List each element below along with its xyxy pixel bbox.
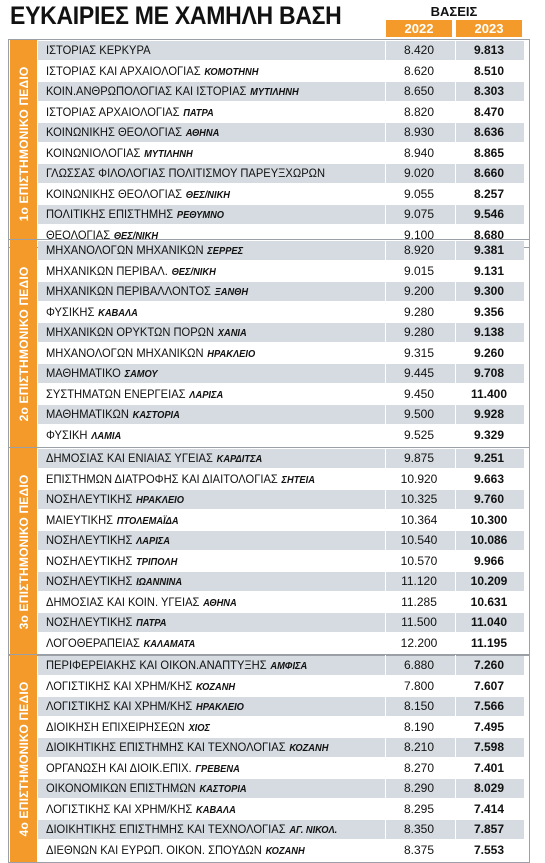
score-2023: 8.303 (473, 84, 505, 98)
department-city: ΚΟΖΑΝΗ (289, 743, 329, 754)
department-name (46, 305, 138, 319)
department-title: ΝΟΣΗΛΕΥΤΙΚΗΣ (46, 533, 133, 547)
score-2023: 7.566 (473, 699, 505, 713)
table-row (38, 759, 524, 778)
department-title: ΣΥΣΤΗΜΑΤΩΝ ΕΝΕΡΓΕΙΑΣ (46, 386, 186, 401)
department-city: ΠΑΤΡΑ (136, 618, 167, 629)
score-2022: 12.200 (400, 635, 438, 650)
score-2023: 9.131 (473, 263, 505, 278)
department-city: ΘΕΣ/ΝΙΚΗ (113, 230, 159, 242)
score-2022: 11.120 (401, 574, 437, 588)
score-2022: 9.075 (403, 207, 435, 221)
department-city: ΛΑΡΙΣΑ (189, 389, 224, 401)
department-name (46, 595, 237, 609)
department-title: ΜΑΘΗΜΑΤΙΚΟ (46, 366, 121, 380)
department-name (46, 822, 337, 836)
table-row (38, 344, 524, 363)
department-title: ΚΟΙΝΩΝΙΚΗΣ ΘΕΟΛΟΓΙΑΣ (46, 125, 183, 139)
score-2022: 9.315 (403, 345, 435, 360)
table-row (38, 41, 524, 60)
table-row (38, 593, 524, 612)
department-city: ΞΑΝΘΗ (214, 287, 249, 298)
table-row (38, 718, 524, 737)
department-title: ΙΣΤΟΡΙΑΣ ΚΕΡΚΥΡΑ (46, 43, 151, 57)
score-2023: 10.631 (470, 594, 508, 609)
score-2023: 9.708 (473, 366, 505, 380)
department-city: ΗΡΑΚΛΕΙΟ (207, 348, 256, 360)
department-title: ΜΗΧΑΝΟΛΟΓΩΝ ΜΗΧΑΝΙΚΩΝ (46, 345, 204, 360)
department-title: ΜΗΧΑΝΙΚΩΝ ΠΕΡΙΒΑΛ. (46, 263, 168, 278)
department-city: ΑΘΗΝΑ (203, 597, 237, 609)
score-2023: 10.086 (470, 533, 508, 547)
department-name (46, 658, 307, 672)
table-row (38, 364, 524, 383)
section-label-bar (10, 655, 37, 862)
department-title: ΔΙΕΘΝΩΝ ΚΑΙ ΕΥΡΩΠ. ΟΙΚΟΝ. ΣΠΟΥΔΩΝ (46, 842, 262, 857)
score-2022: 10.920 (400, 471, 438, 486)
department-name (46, 84, 299, 98)
score-2023: 8.680 (473, 227, 505, 242)
score-2023: 9.928 (473, 407, 505, 421)
score-2023: 11.195 (470, 635, 508, 650)
department-city: ΣΗΤΕΙΑ (281, 474, 315, 486)
score-2022: 9.525 (403, 427, 435, 442)
department-city: ΣΕΡΡΕΣ (207, 246, 244, 257)
column-divider (385, 40, 386, 247)
column-divider (455, 240, 456, 447)
year-2022-header: 2022 (386, 20, 452, 37)
department-title: ΛΟΓΙΣΤΙΚΗΣ ΚΑΙ ΧΡΗΜ/ΚΗΣ (46, 699, 193, 713)
score-2022: 10.325 (400, 492, 438, 506)
column-divider (385, 240, 386, 447)
department-name (46, 207, 224, 221)
score-2022: 9.020 (403, 166, 435, 180)
department-name (46, 513, 179, 527)
department-name (46, 407, 180, 421)
table-row (38, 241, 524, 260)
table-row (38, 677, 524, 696)
department-title: ΠΕΡΙΦΕΡΕΙΑΚΗΣ ΚΑΙ ΟΙΚΟΝ.ΑΝΑΠΤΥΞΗΣ (46, 658, 267, 672)
section-label: 3ο ΕΠΙΣΤΗΜΟΝΙΚΟ ΠΕΔΙΟ (16, 474, 31, 629)
score-2022: 8.920 (403, 243, 435, 257)
table-row (38, 282, 524, 301)
department-name (46, 366, 158, 380)
department-title: ΜΗΧΑΝΙΚΩΝ ΠΕΡΙΒΑΛΛΟΝΤΟΣ (46, 284, 211, 298)
department-title: ΝΟΣΗΛΕΥΤΙΚΗΣ (46, 492, 133, 506)
department-city: ΚΑΒΑΛΑ (98, 307, 138, 319)
department-name (46, 740, 328, 754)
department-name (46, 43, 151, 57)
table-row (38, 164, 524, 183)
department-name (46, 325, 247, 339)
score-2023: 9.260 (473, 345, 505, 360)
department-title: ΔΙΟΙΚΗΣΗ ΕΠΙΧΕΙΡΗΣΕΩΝ (46, 719, 185, 734)
score-2022: 9.500 (403, 407, 435, 421)
department-title: ΟΡΓΑΝΩΣΗ ΚΑΙ ΔΙΟΙΚ.ΕΠΙΧ. (46, 760, 192, 775)
department-name (46, 761, 240, 775)
columns-title: ΒΑΣΕΙΣ (430, 4, 478, 19)
department-city: ΗΡΑΚΛΕΙΟ (136, 495, 184, 506)
department-title: ΘΕΟΛΟΓΙΑΣ (46, 227, 111, 242)
table-row (38, 572, 524, 591)
table-row (38, 490, 524, 509)
table-row (38, 634, 524, 653)
department-name (46, 699, 244, 713)
department-title: ΓΛΩΣΣΑΣ ΦΙΛΟΛΟΓΙΑΣ ΠΟΛΙΤΙΣΜΟΥ ΠΑΡΕΥΞΧΩΡΩΝ (46, 166, 326, 180)
score-2023: 7.553 (473, 842, 505, 857)
department-city: ΑΜΦΙΣΑ (270, 661, 308, 672)
table-row (38, 531, 524, 550)
table-row (38, 697, 524, 716)
score-2023: 7.401 (473, 760, 505, 775)
table-row (38, 800, 524, 819)
department-title: ΔΗΜΟΣΙΑΣ ΚΑΙ ΚΟΙΝ. ΥΓΕΙΑΣ (46, 594, 200, 609)
department-name (46, 428, 121, 442)
department-name (46, 346, 255, 360)
department-city: ΚΑΣΤΟΡΙΑ (132, 410, 180, 421)
score-2022: 8.650 (403, 84, 435, 98)
department-name (46, 533, 170, 547)
score-2023: 9.663 (473, 471, 505, 486)
score-2022: 10.570 (400, 553, 438, 568)
department-city: ΜΥΤΙΛΗΝΗ (144, 148, 193, 160)
table-row (38, 103, 524, 122)
department-title: ΦΥΣΙΚΗΣ (46, 304, 95, 319)
score-2022: 9.875 (403, 451, 435, 465)
section-label: 1ο ΕΠΙΣΤΗΜΟΝΙΚΟ ΠΕΔΙΟ (16, 66, 31, 221)
score-2023: 9.546 (473, 207, 505, 221)
department-title: ΕΠΙΣΤΗΜΩΝ ΔΙΑΤΡΟΦΗΣ ΚΑΙ ΔΙΑΙΤΟΛΟΓΙΑΣ (46, 471, 278, 486)
score-2023: 8.660 (473, 166, 505, 180)
score-2023: 9.966 (473, 553, 505, 568)
table-row (38, 185, 524, 204)
section-label-bar (10, 40, 37, 247)
department-title: ΜΗΧΑΝΙΚΩΝ ΟΡΥΚΤΩΝ ΠΟΡΩΝ (46, 325, 215, 339)
department-city: ΠΤΟΛΕΜΑΪΔΑ (116, 515, 179, 527)
score-2022: 11.500 (401, 615, 437, 629)
department-title: ΔΗΜΟΣΙΑΣ ΚΑΙ ΕΝΙΑΙΑΣ ΥΓΕΙΑΣ (46, 451, 213, 465)
score-2022: 8.290 (403, 781, 435, 795)
score-2022: 8.150 (403, 699, 435, 713)
score-2022: 8.295 (403, 801, 435, 816)
score-2023: 7.598 (473, 740, 505, 754)
department-name (46, 802, 236, 816)
department-title: ΜΑΘΗΜΑΤΙΚΩΝ (46, 407, 129, 421)
department-name (46, 125, 219, 139)
department-city: ΚΟΜΟΤΗΝΗ (204, 66, 259, 78)
department-title: ΛΟΓΟΘΕΡΑΠΕΙΑΣ (46, 635, 140, 650)
department-city: ΚΑΛΑΜΑΤΑ (143, 638, 196, 650)
department-title: ΚΟΙΝ.ΑΝΘΡΩΠΟΛΟΓΙΑΣ ΚΑΙ ΙΣΤΟΡΙΑΣ (46, 84, 247, 98)
score-2022: 11.285 (401, 594, 437, 609)
score-2022: 9.055 (403, 186, 435, 201)
score-2022: 9.445 (403, 366, 435, 380)
table-row (38, 405, 524, 424)
department-title: ΚΟΙΝΩΝΙΟΛΟΓΙΑΣ (46, 145, 141, 160)
score-2022: 10.364 (400, 512, 438, 527)
score-2022: 8.420 (403, 43, 435, 57)
department-name (46, 64, 258, 78)
department-title: ΠΟΛΙΤΙΚΗΣ ΕΠΙΣΤΗΜΗΣ (46, 207, 174, 221)
section-label: 2ο ΕΠΙΣΤΗΜΟΝΙΚΟ ΠΕΔΙΟ (16, 266, 31, 421)
department-title: ΝΟΣΗΛΕΥΤΙΚΗΣ (46, 553, 133, 568)
department-city: ΚΟΖΑΝΗ (196, 681, 236, 693)
department-city: ΓΡΕΒΕΝΑ (195, 763, 240, 775)
department-city: ΚΑΡΔΙΤΣΑ (216, 454, 263, 465)
department-title: ΙΣΤΟΡΙΑΣ ΚΑΙ ΑΡΧΑΙΟΛΟΓΙΑΣ (46, 63, 201, 78)
table-row (38, 123, 524, 142)
department-title: ΙΣΤΟΡΙΑΣ ΑΡΧΑΙΟΛΟΓΙΑΣ (46, 104, 180, 119)
table-row (38, 62, 524, 81)
department-name (46, 615, 167, 629)
score-2023: 9.251 (473, 451, 505, 465)
department-name (46, 243, 243, 257)
score-2022: 8.190 (403, 719, 435, 734)
score-2023: 9.300 (473, 284, 505, 298)
column-divider (455, 655, 456, 862)
score-2023: 10.209 (470, 574, 508, 588)
department-name (46, 574, 182, 588)
department-title: ΝΟΣΗΛΕΥΤΙΚΗΣ (46, 615, 133, 629)
score-2023: 9.356 (473, 304, 505, 319)
table-row (38, 303, 524, 322)
department-city: ΛΑΜΙΑ (91, 430, 122, 442)
department-city: ΚΑΣΤΟΡΙΑ (199, 784, 247, 795)
score-2023: 11.400 (470, 386, 508, 401)
department-name (46, 781, 247, 795)
department-name (46, 264, 216, 278)
department-name (46, 166, 325, 180)
table-row (38, 613, 524, 632)
department-city: ΧΙΟΣ (188, 722, 210, 734)
score-2023: 7.414 (473, 801, 505, 816)
score-2022: 9.280 (403, 304, 435, 319)
department-city: ΛΑΡΙΣΑ (136, 536, 170, 547)
department-city: ΜΥΤΙΛΗΝΗ (250, 87, 299, 98)
department-city: ΤΡΙΠΟΛΗ (136, 556, 178, 568)
column-divider (385, 655, 386, 862)
department-name (46, 636, 195, 650)
score-2022: 8.350 (403, 822, 435, 836)
table-row (38, 144, 524, 163)
section-label-bar (10, 240, 37, 447)
department-name (46, 843, 305, 857)
table-row (38, 385, 524, 404)
score-2023: 9.381 (473, 243, 505, 257)
table-row (38, 511, 524, 530)
column-divider (455, 448, 456, 655)
score-2022: 8.930 (403, 125, 435, 139)
table-row (38, 738, 524, 757)
score-2023: 8.470 (473, 104, 505, 119)
page-title: ΕΥΚΑΙΡΙΕΣ ΜΕ ΧΑΜΗΛΗ ΒΑΣΗ (10, 2, 342, 30)
department-city: ΣΑΜΟΥ (124, 369, 158, 380)
department-name (46, 105, 214, 119)
table-row (38, 820, 524, 839)
column-divider (385, 448, 386, 655)
department-name (46, 679, 235, 693)
score-2022: 8.820 (403, 104, 435, 119)
score-2023: 8.636 (473, 125, 505, 139)
score-2023: 7.495 (473, 719, 505, 734)
table-row (38, 205, 524, 224)
score-2022: 8.270 (403, 760, 435, 775)
table-row (38, 262, 524, 281)
department-name (46, 554, 177, 568)
department-city: ΙΩΑΝΝΙΝΑ (136, 577, 183, 588)
score-2022: 8.620 (403, 63, 435, 78)
column-divider (455, 40, 456, 247)
department-title: ΝΟΣΗΛΕΥΤΙΚΗΣ (46, 574, 133, 588)
table-row (38, 82, 524, 101)
score-2022: 7.800 (403, 678, 435, 693)
department-city: ΑΘΗΝΑ (185, 128, 220, 139)
department-name (46, 720, 210, 734)
department-title: ΦΥΣΙΚΗ (46, 427, 88, 442)
department-city: ΠΑΤΡΑ (183, 107, 214, 119)
table-row (38, 426, 524, 445)
table-row (38, 323, 524, 342)
score-2022: 10.540 (400, 533, 438, 547)
score-2022: 8.940 (403, 145, 435, 160)
department-name (46, 451, 262, 465)
score-2022: 9.100 (403, 227, 435, 242)
department-title: ΜΗΧΑΝΟΛΟΓΩΝ ΜΗΧΑΝΙΚΩΝ (46, 243, 204, 257)
score-2023: 11.040 (470, 615, 508, 629)
score-2023: 9.813 (473, 43, 505, 57)
year-2023-header: 2023 (456, 20, 522, 37)
score-2023: 8.257 (473, 186, 505, 201)
department-title: ΔΙΟΙΚΗΤΙΚΗΣ ΕΠΙΣΤΗΜΗΣ ΚΑΙ ΤΕΧΝΟΛΟΓΙΑΣ (46, 822, 286, 836)
department-name (46, 187, 230, 201)
department-city: ΚΟΖΑΝΗ (265, 845, 305, 857)
department-city: ΘΕΣ/ΝΙΚΗ (171, 266, 216, 278)
table-row (38, 841, 524, 860)
department-title: ΟΙΚΟΝΟΜΙΚΩΝ ΕΠΙΣΤΗΜΩΝ (46, 781, 196, 795)
score-2022: 9.280 (403, 325, 435, 339)
score-2022: 9.200 (403, 284, 435, 298)
score-2023: 9.329 (473, 427, 505, 442)
department-name (46, 472, 315, 486)
score-2023: 8.865 (473, 145, 505, 160)
score-2022: 6.880 (403, 658, 435, 672)
department-city: ΚΑΒΑΛΑ (196, 804, 236, 816)
score-2023: 7.857 (473, 822, 505, 836)
department-title: ΜΑΙΕΥΤΙΚΗΣ (46, 512, 114, 527)
department-city: ΑΓ. ΝΙΚΟΛ. (289, 825, 338, 836)
score-2023: 7.607 (473, 678, 505, 693)
score-2022: 8.210 (403, 740, 435, 754)
table-row (38, 779, 524, 798)
section-label: 4ο ΕΠΙΣΤΗΜΟΝΙΚΟ ΠΕΔΙΟ (16, 681, 31, 836)
table-row (38, 470, 524, 489)
department-city: ΘΕΣ/ΝΙΚΗ (185, 189, 231, 201)
score-2023: 9.138 (473, 325, 505, 339)
department-title: ΚΟΙΝΩΝΙΚΗΣ ΘΕΟΛΟΓΙΑΣ (46, 186, 183, 201)
department-city: ΡΕΘΥΜΝΟ (176, 210, 225, 221)
score-2023: 9.760 (473, 492, 505, 506)
department-name (46, 284, 248, 298)
score-2023: 8.029 (473, 781, 505, 795)
table-row (38, 656, 524, 675)
table-row (38, 449, 524, 468)
section-label-bar (10, 448, 37, 655)
department-city: ΧΑΝΙΑ (217, 328, 247, 339)
score-2023: 7.260 (473, 658, 505, 672)
department-title: ΛΟΓΙΣΤΙΚΗΣ ΚΑΙ ΧΡΗΜ/ΚΗΣ (46, 678, 193, 693)
department-title: ΛΟΓΙΣΤΙΚΗΣ ΚΑΙ ΧΡΗΜ/ΚΗΣ (46, 801, 193, 816)
department-name (46, 492, 184, 506)
score-2022: 9.450 (403, 386, 435, 401)
score-2023: 8.510 (473, 63, 505, 78)
department-title: ΔΙΟΙΚΗΤΙΚΗΣ ΕΠΙΣΤΗΜΗΣ ΚΑΙ ΤΕΧΝΟΛΟΓΙΑΣ (46, 740, 286, 754)
table-row (38, 552, 524, 571)
score-2022: 8.375 (403, 842, 435, 857)
department-name (46, 146, 193, 160)
department-city: ΗΡΑΚΛΕΙΟ (196, 702, 244, 713)
score-2023: 10.300 (470, 512, 508, 527)
department-name (46, 387, 223, 401)
score-2022: 9.015 (403, 263, 435, 278)
